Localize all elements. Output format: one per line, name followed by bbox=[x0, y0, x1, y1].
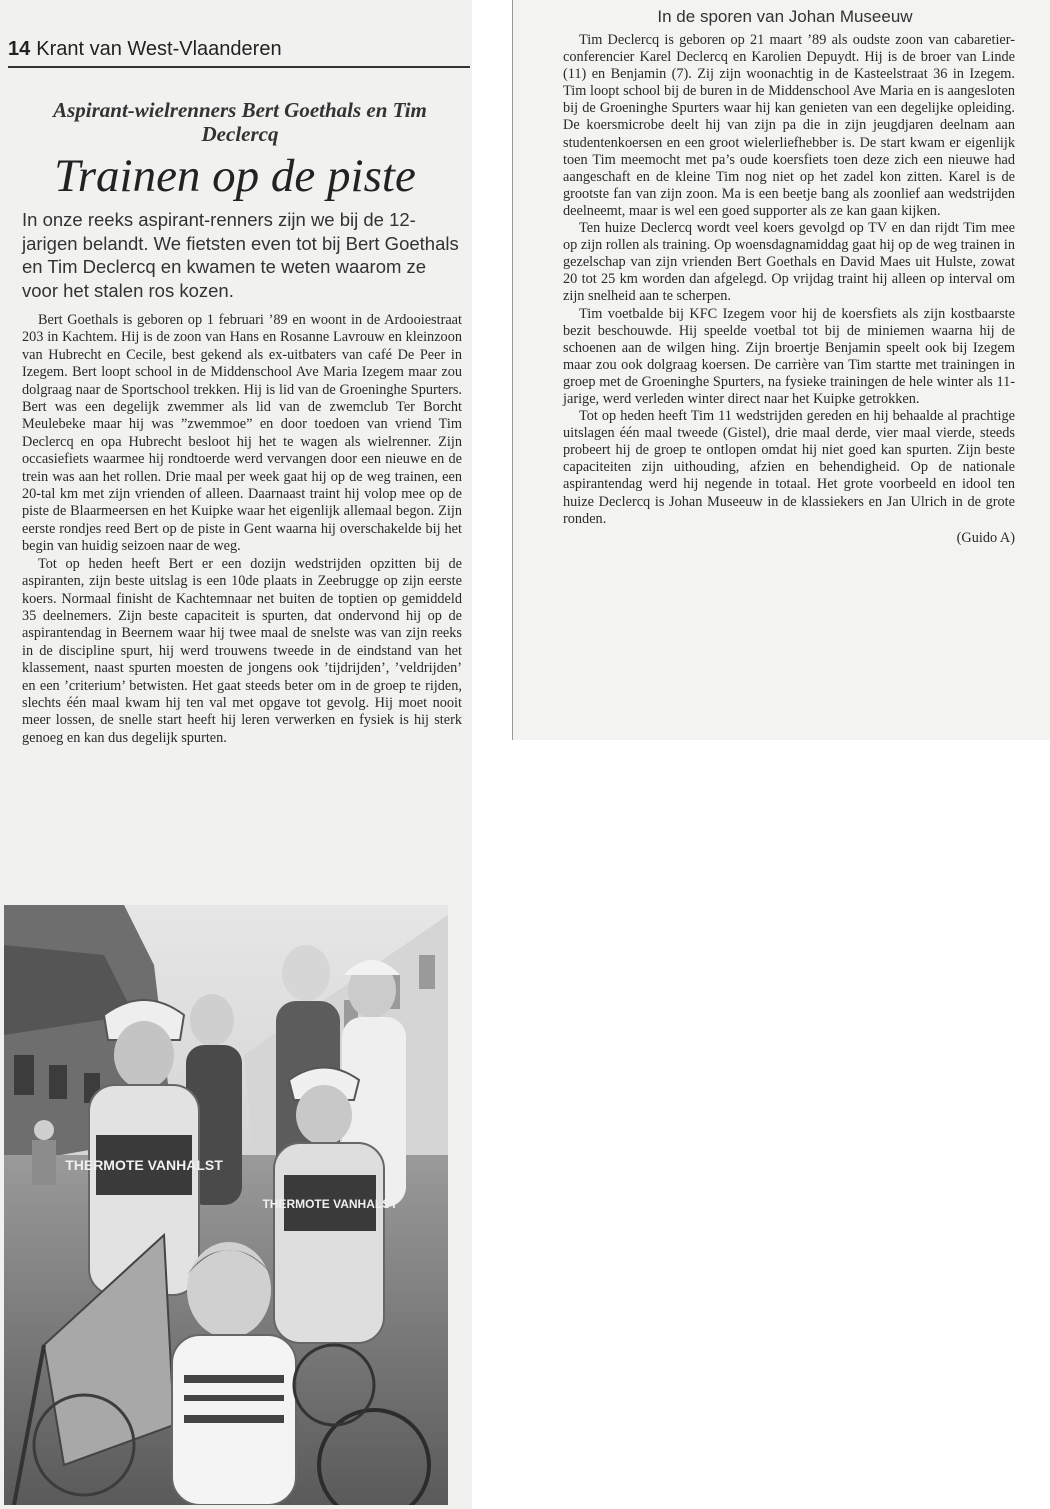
paragraph: Tot op heden heeft Bert er een dozijn wedstrijden opzitten bij de aspiranten, zijn beste uitslag is een 10de plaats in Zeebrugge op zijn eerste koers. Normaal finisht de Kachtemnaar net buiten de toptien op gemiddeld 35 deelnemers. Zijn beste capaciteit is spurten, dat ondervond hij op de aspirantendag in Beernem waar hij twee maal de snelste was van zijn reeks in de discipline spurt, hij werd trouwens tweede in de eindstand van het klassement, naast spurten moesten de jongens ook ’tijdrijden’, ’veldrijden’ en een ’criterium’ betwisten. Het gaat steeds beter om in de groep te rijden, slechts één maal kwam hij ten val met opgave tot gevolg. Hij moet nooit meer lossen, de snelle start heeft hij leren verwerken en fysiek is hij sterk genoeg en kan dus degelijk spurten. bbox=[22, 555, 462, 746]
article-headline: Trainen op de piste bbox=[54, 150, 416, 202]
paragraph: Ten huize Declercq wordt veel koers gevolgd op TV en dan rijdt Tim mee op zijn rollen als training. Op woensdagnamiddag gaat hij op de weg trainen in gezelschap van zijn vrienden Bert Goethals en David Maes uit Hulste, zowat 20 tot 25 km worden dan afgelegd. Op vrijdag traint hij alleen op interval om zijn snelheid aan te scherpen. bbox=[563, 220, 1015, 305]
newspaper-name: Krant van West-Vlaanderen bbox=[36, 38, 282, 60]
photo-illustration bbox=[4, 905, 448, 1505]
article-photo bbox=[4, 905, 448, 1505]
sidebar-article-title: In de sporen van Johan Museeuw bbox=[657, 7, 913, 26]
byline: (Guido A) bbox=[956, 529, 1015, 546]
page-number: 14 bbox=[8, 38, 31, 60]
article-lead: In onze reeks aspirant-renners zijn we bij de 12-jarigen belandt. We fietsten even tot bij Bert Goethals en Tim Declercq en kwamen te weten waarom ze voor het stalen ros kozen. bbox=[22, 209, 459, 301]
article-body-right bbox=[563, 32, 1015, 547]
paragraph: Bert Goethals is geboren op 1 februari ’89 en woont in de Ardooiestraat 203 in Kachtem. Hij is de zoon van Hans en Rosanne Lavrouw en kleinzoon van Hubrecht en Cecile, best gekend als ex-uitbaters van café De Peer in Izegem. Bert loopt school in de Middenschool Ave Maria Izegem maar zou dolgraag naar de Sportschool trekken. Hij is lid van de Groeninghe Spurters. Bert was een degelijk zwemmer als lid van de zwemclub Ter Borcht Meulebeke maar hij was ”zwemmoe” en door toedoen van vriend Tim Declercq en opa Hubrecht besloot hij het te wagen als wielrenner. Zijn occasiefiets waarmee hij rondtoerde werd vervangen door een nieuwe en de trein was aan het rollen. Drie maal per week gaat hij op de weg trainen, een 20-tal km met zijn vrienden of alleen. Daarnaast traint hij volop mee op de piste de Blaarmeersen en het Kuipke waar het eigenlijk allemaal begon. Zijn eerste rondjes reed Bert op de piste in Gent waarna hij overschakelde bij het begin van huidig seizoen naar de weg. bbox=[22, 312, 462, 555]
paragraph: Tim Declercq is geboren op 21 maart ’89 als oudste zoon van cabaretier-conferencier Karel Declercq en Karolien Depuydt. Hij is de broer van Linde (11) en Benjamin (7). Zij zijn woonachtig in de Kasteelstraat 36 in Izegem. Tim loopt school bij de buren in de Middenschool Ave Maria en is aangesloten bij de Groeninghe Spurters waar hij kan genieten van een degelijke opleiding. De koersmicrobe deelt hij van zijn pa die in zijn jeugdjaren deelnam aan studentenkoersen en een groot wielerliefhebber is. De start kwam er eigenlijk toen Tim meemocht met pa’s oude koersfiets toen deze zich een nieuwe had aangeschaft en de kleine Tim nog niet op het zadel kon zitten. Karel is de grootste fan van zijn zoon. Ma is een beetje bang als zoonlief aan wedstrijden deelneemt, maar is wel een goed supporter als ze kan gaan kijken. bbox=[563, 32, 1015, 219]
article-body-left bbox=[22, 312, 462, 747]
jersey-label-right: THERMOTE VANHALST bbox=[262, 1197, 398, 1211]
article-kicker: Aspirant-wielrenners Bert Goethals en Tim Declercq bbox=[53, 98, 427, 146]
masthead-rule bbox=[8, 66, 470, 68]
paragraph: Tot op heden heeft Tim 11 wedstrijden gereden en hij behaalde al prachtige uitslagen één maal tweede (Gistel), drie maal derde, vier maal vierde, steeds probeert hij de groep te ontlopen omdat hij niet goed kan spurten. Zijn beste capaciteiten zijn uithouding, afzien en behendigheid. Op de nationale aspirantendag werd hij negende in totaal. Het grote voorbeeld en idool ten huize Declercq is Johan Museeuw in de klassiekers en Jan Ulrich in de grote ronden. bbox=[563, 408, 1015, 527]
paragraph: Tim voetbalde bij KFC Izegem voor hij de koersfiets als zijn kostbaarste bezit beschouwde. Hij speelde voetbal tot bij de miniemen waarna hij de schoenen aan de wilgen hing. Zijn broertje Benjamin speelt ook bij Izegem maar zou ook dolgraag koersen. De carrière van Tim startte met trainingen in groep met de Groeninghe Spurters, na fysieke trainingen de hele winter als 11-jarige, werd verleden winter direct naar het Kuipke getrokken. bbox=[563, 305, 1015, 407]
jersey-label-left: THERMOTE VANHALST bbox=[65, 1157, 223, 1173]
column-divider bbox=[512, 0, 513, 740]
masthead bbox=[8, 38, 468, 61]
